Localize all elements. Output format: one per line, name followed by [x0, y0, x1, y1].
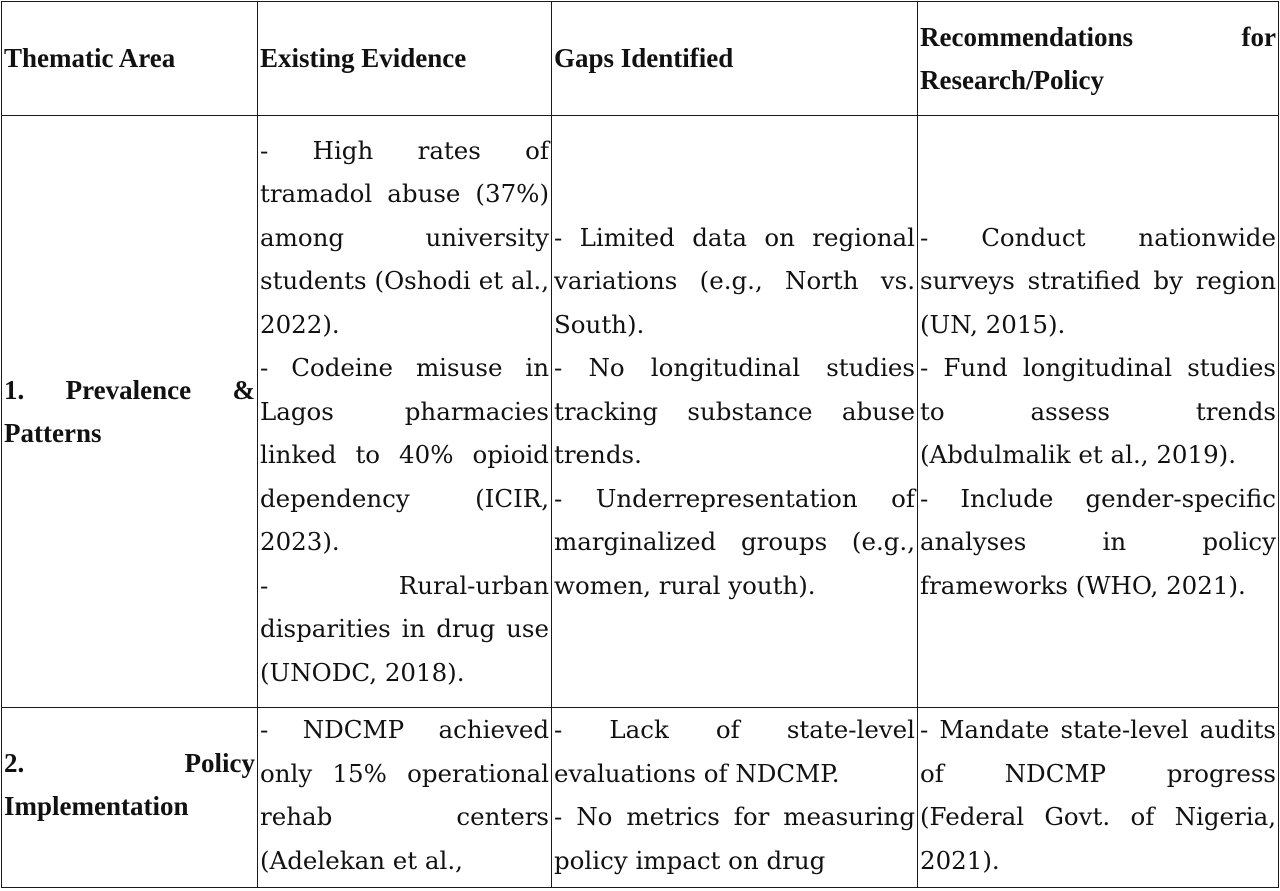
table-row — [2, 116, 1279, 708]
existing-evidence-cell — [258, 708, 552, 888]
table-header-row — [2, 2, 1279, 116]
gap-item: - No metrics for measuring policy impact on drug — [554, 802, 915, 875]
recommendations-cell — [918, 116, 1279, 708]
gaps-identified-cell — [552, 116, 918, 708]
gap-item: - Lack of state-level evaluations of NDCMP. — [554, 715, 915, 788]
gap-item: - Underrepresentation of marginalized groups (e.g., women, rural youth). — [554, 483, 915, 600]
gap-item: - Limited data on regional variations (e.g., North vs. South). — [554, 222, 915, 339]
header-gaps-identified: Gaps Identified — [552, 2, 918, 116]
header-recommendations: Recommendations for Research/Policy — [918, 2, 1279, 116]
header-thematic-area: Thematic Area — [2, 2, 258, 116]
recommendations-cell — [918, 708, 1279, 888]
gaps-identified-cell — [552, 708, 918, 888]
gap-item: - No longitudinal studies tracking substance abuse trends. — [554, 353, 915, 470]
evidence-item: - Codeine misuse in Lagos pharmacies linked to 40% opioid dependency (ICIR, 2023). — [260, 353, 549, 557]
research-gap-table — [1, 1, 1279, 888]
evidence-item: - Rural-urban disparities in drug use (UNODC, 2018). — [260, 570, 549, 687]
evidence-item: - High rates of tramadol abuse (37%) among university students (Oshodi et al., 2022). — [260, 135, 549, 339]
recommendation-item: - Fund longitudinal studies to assess trends (Abdulmalik et al., 2019). — [920, 353, 1276, 470]
existing-evidence-cell — [258, 116, 552, 708]
evidence-item: - NDCMP achieved only 15% operational rehab centers (Adelekan et al., — [260, 715, 549, 875]
header-existing-evidence: Existing Evidence — [258, 2, 552, 116]
recommendation-item: - Conduct nationwide surveys stratified by region (UN, 2015). — [920, 222, 1276, 339]
recommendation-item: - Mandate state-level audits of NDCMP progress (Federal Govt. of Nigeria, 2021). — [920, 715, 1276, 875]
thematic-area-cell: 1. Prevalence & Patterns — [2, 116, 258, 708]
table-row — [2, 708, 1279, 888]
recommendation-item: - Include gender-specific analyses in policy frameworks (WHO, 2021). — [920, 483, 1276, 600]
thematic-area-cell: 2. Policy Implementation — [2, 708, 258, 888]
